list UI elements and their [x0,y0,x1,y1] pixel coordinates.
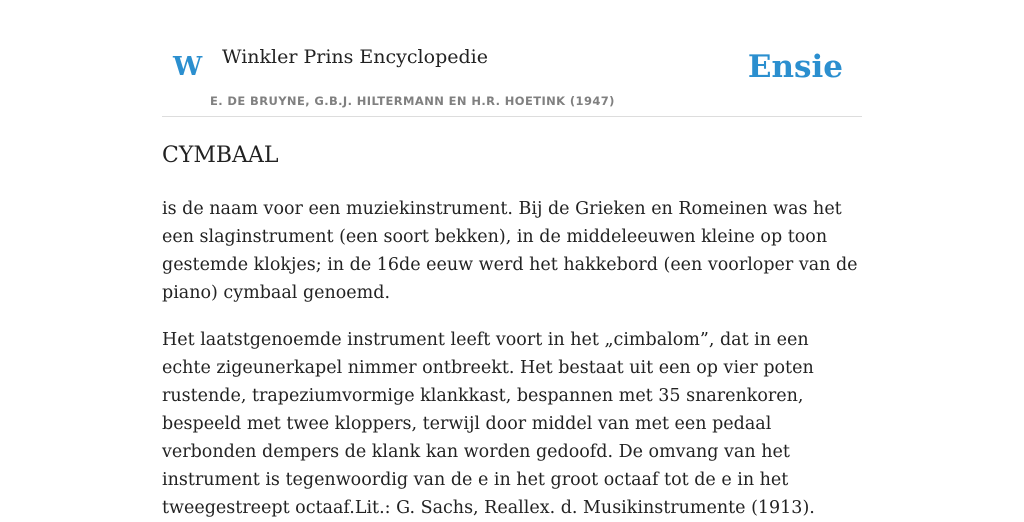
page-container [162,0,862,522]
publication-title[interactable]: Winkler Prins Encyclopedie [222,46,488,68]
publication-authors: E. DE BRUYNE, G.B.J. HILTERMANN EN H.R. HOETINK (1947) [210,94,615,108]
source-header [162,0,862,117]
publication-logo-icon: W [173,52,203,82]
article-paragraph-1: is de naam voor een muziekinstrument. Bij de Grieken en Romeinen was het een slaginstrument (een soort bekken), in de middeleeuwen kleine op toon gestemde klokjes; in de 16de eeuw werd het hakkebord (een voorloper van de piano) cymbaal genoemd. [162,199,858,303]
ensie-brand-link[interactable]: Ensie [747,49,843,85]
article-paragraph-2: Het laatstgenoemde instrument leeft voort in het „cimbalom”, dat in een echte zigeunerkapel nimmer ontbreekt. Het bestaat uit een op vier poten rustende, trapeziumvormige klankkast, bespannen met 35 snarenkoren, bespeeld met twee kloppers, terwijl door middel van met een pedaal verbonden dempers de klank kan worden gedoofd. De omvang van het instrument is tegenwoordig van de e in het groot octaaf tot de e in het tweegestreept octaaf.Lit.: G. Sachs, Reallex. d. Musikinstrumente (1913). [162,330,815,518]
article-term: CYMBAAL [162,143,279,168]
